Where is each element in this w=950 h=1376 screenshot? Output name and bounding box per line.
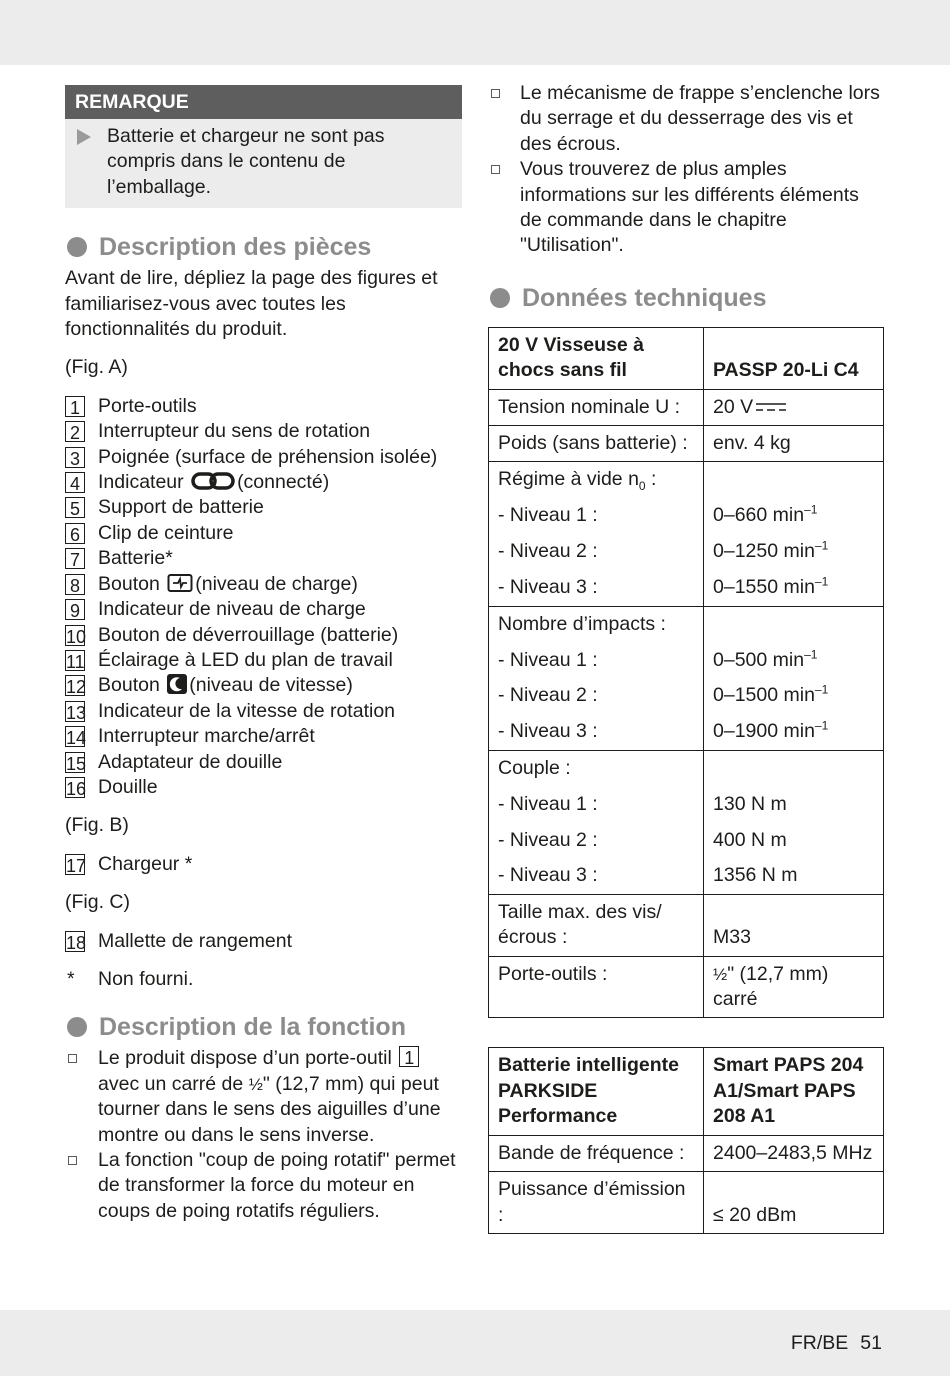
level-label: - Niveau 1 :	[498, 648, 598, 671]
list-item	[488, 157, 884, 259]
table-cell	[704, 389, 884, 425]
list-item	[65, 394, 462, 419]
fraction: ½	[713, 964, 728, 984]
table-row	[489, 462, 884, 606]
tech-data-table	[488, 327, 884, 1019]
top-band	[0, 0, 950, 65]
part-label: Interrupteur marche/arrêt	[98, 725, 315, 748]
parts-list	[65, 394, 462, 801]
list-item	[65, 521, 462, 546]
fraction: ½	[248, 1074, 263, 1094]
part-number: 13	[66, 702, 87, 723]
table-cell: 2400–2483,5 MHz	[704, 1135, 884, 1171]
label-text: :	[645, 468, 657, 491]
part-label-suffix: (connecté)	[237, 471, 330, 494]
list-item	[65, 852, 462, 877]
level-label: - Niveau 2 :	[498, 684, 598, 707]
list-item	[65, 724, 462, 749]
part-label: Indicateur	[98, 471, 184, 494]
bullet-text: " (12,7 mm) qui peut tourner dans le sens des aiguilles d’une montre ou dans le sens inverse.	[98, 1072, 441, 1146]
page-number: 51	[860, 1332, 882, 1354]
table-cell: Bande de fréquence :	[489, 1135, 704, 1171]
table-cell	[704, 462, 884, 606]
triangle-right-icon	[77, 129, 91, 145]
square-bullet-icon	[68, 1156, 77, 1165]
square-bullet-icon	[491, 89, 500, 98]
table-row	[489, 894, 884, 956]
table-cell: M33	[704, 894, 884, 956]
subscript: 0	[638, 479, 646, 494]
fig-b-label: (Fig. B)	[65, 814, 129, 837]
battery-charge-icon	[167, 573, 193, 593]
part-number: 3	[65, 447, 85, 468]
bullet-text: La fonction "coup de poing rotatif" permet de transformer la force du moteur en coups de poing rotatifs réguliers.	[98, 1149, 456, 1222]
part-label: Bouton	[98, 572, 160, 595]
list-item	[65, 699, 462, 724]
list-item	[65, 623, 462, 648]
list-item	[65, 419, 462, 444]
square-bullet-icon	[68, 1054, 77, 1063]
part-number: 12	[66, 677, 87, 698]
value-text: 0–1500 min	[713, 684, 815, 707]
battery-table	[488, 1047, 884, 1233]
table-cell	[489, 462, 704, 606]
remarque-text: Batterie et chargeur ne sont pas compris dans le contenu de l’emballage.	[107, 125, 385, 198]
fig-a-label: (Fig. A)	[65, 356, 128, 379]
function-continued-list	[488, 81, 884, 259]
table-cell	[489, 606, 704, 750]
section-heading-pieces	[65, 232, 462, 262]
superscript: –1	[814, 538, 829, 553]
bullet-text: Le produit dispose d’un porte-outil	[98, 1047, 392, 1070]
table-cell: Tension nominale U :	[489, 389, 704, 425]
table-cell: env. 4 kg	[704, 426, 884, 462]
bullet-text: avec un carré de	[98, 1072, 244, 1095]
list-item	[488, 81, 884, 157]
level-label: - Niveau 3 :	[498, 864, 598, 887]
list-item	[65, 495, 462, 520]
link-icon	[191, 471, 235, 491]
level-value: 130 N m	[713, 792, 787, 815]
list-item	[65, 929, 462, 954]
table-cell: Taille max. des vis/ écrous :	[489, 894, 704, 956]
table-cell	[704, 606, 884, 750]
level-value	[713, 648, 874, 673]
part-number: 1	[399, 1046, 419, 1067]
superscript: –1	[814, 574, 829, 589]
page-footer	[791, 1331, 882, 1356]
part-number: 10	[66, 626, 87, 647]
direct-current-icon	[756, 402, 786, 412]
level-value	[713, 575, 874, 600]
value-text: 0–500 min	[713, 648, 805, 671]
value-text: " (12,7 mm) carré	[713, 962, 829, 1011]
table-row	[489, 389, 884, 425]
level-value: 400 N m	[713, 828, 787, 851]
level-label: - Niveau 2 :	[498, 540, 598, 563]
speed-level-icon	[167, 674, 187, 694]
part-label-suffix: (niveau de charge)	[195, 572, 358, 595]
bullet-dot-icon	[490, 288, 510, 308]
regime-label	[498, 467, 694, 492]
list-item	[65, 445, 462, 470]
level-value	[713, 503, 874, 528]
remarque-box	[65, 85, 462, 208]
part-number: 8	[65, 574, 85, 595]
list-item	[65, 750, 462, 775]
table-cell: Poids (sans batterie) :	[489, 426, 704, 462]
part-number: 6	[65, 523, 85, 544]
list-item	[65, 572, 462, 597]
part-label: Poignée (surface de préhension isolée)	[98, 445, 438, 468]
fonction-list	[65, 1046, 462, 1224]
table-cell: Porte-outils :	[489, 956, 704, 1018]
bullet-dot-icon	[67, 1017, 87, 1037]
value-text: 0–1550 min	[713, 576, 815, 599]
table-header-cell: PASSP 20-Li C4	[704, 327, 884, 389]
bullet-text: Vous trouverez de plus amples informations sur les différents éléments de commande dans le chapitre "Utilisation".	[520, 158, 859, 257]
part-label: Bouton de déverrouillage (batterie)	[98, 623, 399, 646]
superscript: –1	[814, 718, 829, 733]
table-row	[489, 426, 884, 462]
table-row	[489, 606, 884, 750]
bullet-text: Le mécanisme de frappe s’enclenche lors du serrage et du desserrage des vis et des écrous.	[520, 82, 880, 155]
superscript: –1	[804, 502, 818, 517]
section-title: Description de la fonction	[99, 1013, 406, 1042]
part-label: Indicateur de la vitesse de rotation	[98, 699, 396, 722]
fig-c-label: (Fig. C)	[65, 891, 130, 914]
list-item	[65, 673, 462, 698]
list-item	[65, 775, 462, 800]
part-label: Chargeur *	[98, 852, 193, 875]
footnote-text: Non fourni.	[98, 967, 194, 990]
value-text: 0–1250 min	[713, 540, 815, 563]
superscript: –1	[814, 682, 829, 697]
list-item	[65, 546, 462, 571]
table-row	[489, 956, 884, 1018]
section-heading-fonction	[65, 1012, 462, 1042]
superscript: –1	[804, 647, 818, 661]
level-label: - Niveau 1 :	[498, 792, 598, 815]
intro-paragraph: Avant de lire, dépliez la page des figures et familiarisez-vous avec toutes les fonctionnalités du produit.	[65, 267, 438, 341]
table-cell: Puissance d’émission :	[489, 1172, 704, 1234]
tension-value: 20 V	[713, 395, 754, 418]
table-cell: ≤ 20 dBm	[704, 1172, 884, 1234]
level-value: 1356 N m	[713, 864, 798, 887]
bullet-dot-icon	[67, 237, 87, 257]
table-row	[489, 1135, 884, 1171]
part-number: 2	[65, 421, 85, 442]
part-label: Adaptateur de douille	[98, 750, 283, 773]
table-header-cell: Smart PAPS 204 A1/Smart PAPS 208 A1	[704, 1048, 884, 1135]
part-label: Bouton	[98, 674, 160, 697]
part-label: Interrupteur du sens de rotation	[98, 420, 371, 443]
couple-label: Couple :	[498, 756, 571, 779]
section-heading-donnees	[488, 283, 884, 313]
part-number: 18	[66, 932, 87, 953]
part-label: Porte-outils	[98, 394, 197, 417]
part-number: 7	[65, 548, 85, 569]
list-item	[65, 648, 462, 673]
part-label: Support de batterie	[98, 496, 264, 519]
level-value	[713, 683, 874, 708]
level-value	[713, 539, 874, 564]
table-header-cell: Batterie intelligente PARKSIDE Performance	[489, 1048, 704, 1135]
table-cell	[704, 750, 884, 894]
list-item	[65, 1046, 462, 1148]
part-number: 4	[65, 472, 85, 493]
part-number: 17	[66, 855, 87, 876]
table-row	[489, 1048, 884, 1135]
list-item	[65, 1148, 462, 1224]
value-text: 0–660 min	[713, 504, 805, 527]
left-column	[65, 85, 462, 1224]
part-label-suffix: (niveau de vitesse)	[189, 674, 353, 697]
part-label: Batterie*	[98, 547, 173, 570]
level-label: - Niveau 2 :	[498, 828, 598, 851]
table-row	[489, 750, 884, 894]
part-number: 15	[66, 753, 87, 774]
value-text: 0–1900 min	[713, 720, 815, 743]
part-number: 11	[66, 651, 85, 672]
impacts-label: Nombre d’impacts :	[498, 612, 666, 635]
footnote	[65, 967, 462, 992]
level-value	[713, 719, 874, 744]
table-header-cell: 20 V Visseuse à chocs sans fil	[489, 327, 704, 389]
table-row	[489, 1172, 884, 1234]
square-bullet-icon	[491, 165, 500, 174]
footnote-star: *	[67, 967, 75, 990]
part-label: Mallette de rangement	[98, 929, 293, 952]
label-text: Régime à vide n	[498, 468, 639, 491]
level-label: - Niveau 3 :	[498, 576, 598, 599]
part-number: 5	[65, 497, 85, 518]
section-title: Données techniques	[522, 283, 767, 312]
part-number: 9	[65, 599, 85, 620]
list-item	[65, 597, 462, 622]
section-title: Description des pièces	[99, 233, 372, 262]
part-label: Indicateur de niveau de charge	[98, 598, 366, 621]
part-label: Douille	[98, 775, 158, 798]
level-label: - Niveau 1 :	[498, 504, 598, 527]
part-number: 14	[66, 728, 87, 749]
table-row	[489, 327, 884, 389]
right-column	[488, 81, 884, 1234]
remarque-title: REMARQUE	[65, 85, 462, 119]
part-label: Éclairage à LED du plan de travail	[98, 648, 393, 671]
part-label: Clip de ceinture	[98, 521, 234, 544]
part-number: 1	[65, 396, 85, 417]
language-code: FR/BE	[790, 1332, 849, 1354]
table-cell	[489, 750, 704, 894]
list-item	[65, 470, 462, 495]
level-label: - Niveau 3 :	[498, 720, 598, 743]
part-number: 16	[66, 778, 87, 799]
remarque-body	[65, 119, 462, 208]
table-cell	[704, 956, 884, 1018]
